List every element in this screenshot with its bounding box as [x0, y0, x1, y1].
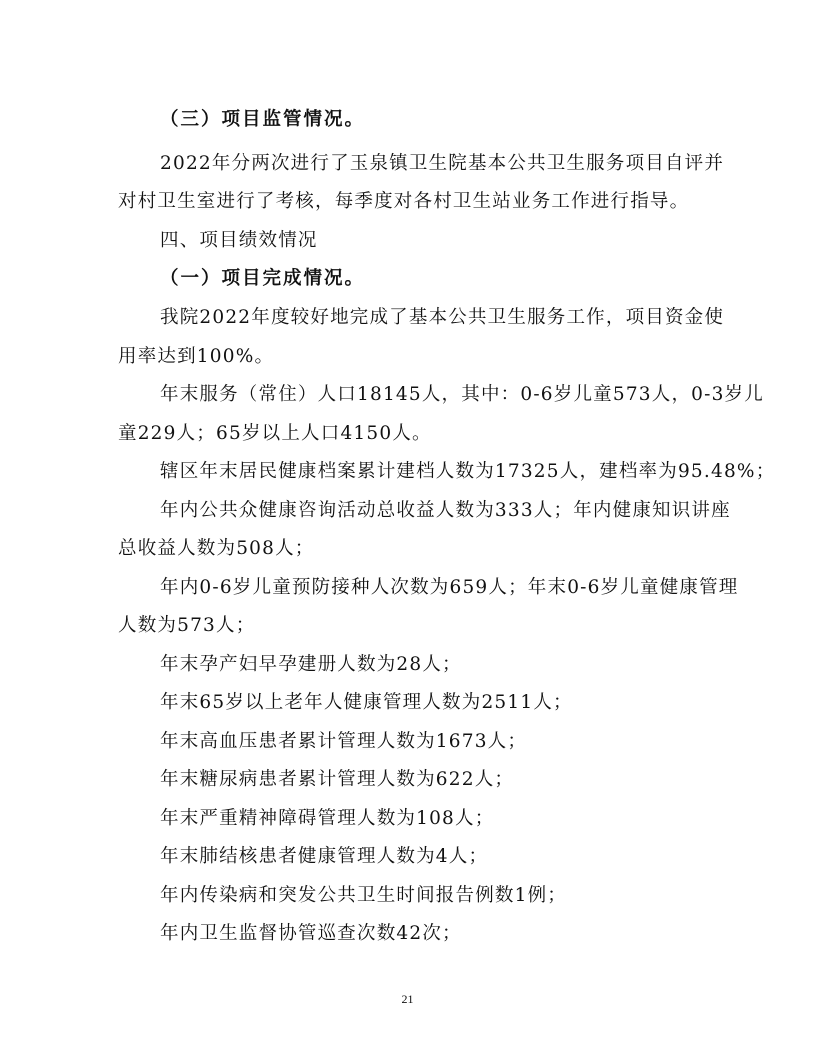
paragraph-line: 总收益人数为508人； — [118, 538, 315, 559]
paragraph-line: 年末肺结核患者健康管理人数为4人； — [160, 846, 489, 867]
paragraph-line: 我院2022年度较好地完成了基本公共卫生服务工作，项目资金使 — [160, 307, 725, 328]
paragraph-line: 年末65岁以上老年人健康管理人数为2511人； — [160, 692, 573, 713]
paragraph-line: 年内公共众健康咨询活动总收益人数为333人；年内健康知识讲座 — [160, 500, 731, 521]
paragraph-line: 对村卫生室进行了考核，每季度对各村卫生站业务工作进行指导。 — [118, 191, 690, 212]
paragraph-line: 年末孕产妇早孕建册人数为28人； — [160, 654, 462, 675]
paragraph-line: 年末高血压患者累计管理人数为1673人； — [160, 731, 528, 752]
paragraph-line: 年内0-6岁儿童预防接种人次数为659人；年末0-6岁儿童健康管理 — [160, 577, 739, 598]
section-heading-performance: 四、项目绩效情况 — [160, 230, 318, 251]
paragraph-line: 2022年分两次进行了玉泉镇卫生院基本公共卫生服务项目自评并 — [160, 153, 725, 174]
paragraph-line: 年末糖尿病患者累计管理人数为622人； — [160, 769, 515, 790]
page-number: 21 — [401, 992, 414, 1006]
paragraph-line: 年内卫生监督协管巡查次数42次； — [160, 923, 462, 944]
paragraph-line: 辖区年末居民健康档案累计建档人数为17325人，建档率为95.48%； — [160, 461, 776, 482]
paragraph-line: 人数为573人； — [118, 615, 256, 636]
paragraph-line: 用率达到100%。 — [118, 346, 275, 367]
paragraph-line: 童229人；65岁以上人口4150人。 — [118, 423, 432, 444]
section-heading-supervision: （三）项目监管情况。 — [160, 109, 366, 130]
section-heading-completion: （一）项目完成情况。 — [160, 268, 366, 289]
paragraph-line: 年末严重精神障碍管理人数为108人； — [160, 808, 495, 829]
paragraph-line: 年末服务（常住）人口18145人，其中：0-6岁儿童573人，0-3岁儿 — [160, 384, 764, 405]
paragraph-line: 年内传染病和突发公共卫生时间报告例数1例； — [160, 885, 567, 906]
